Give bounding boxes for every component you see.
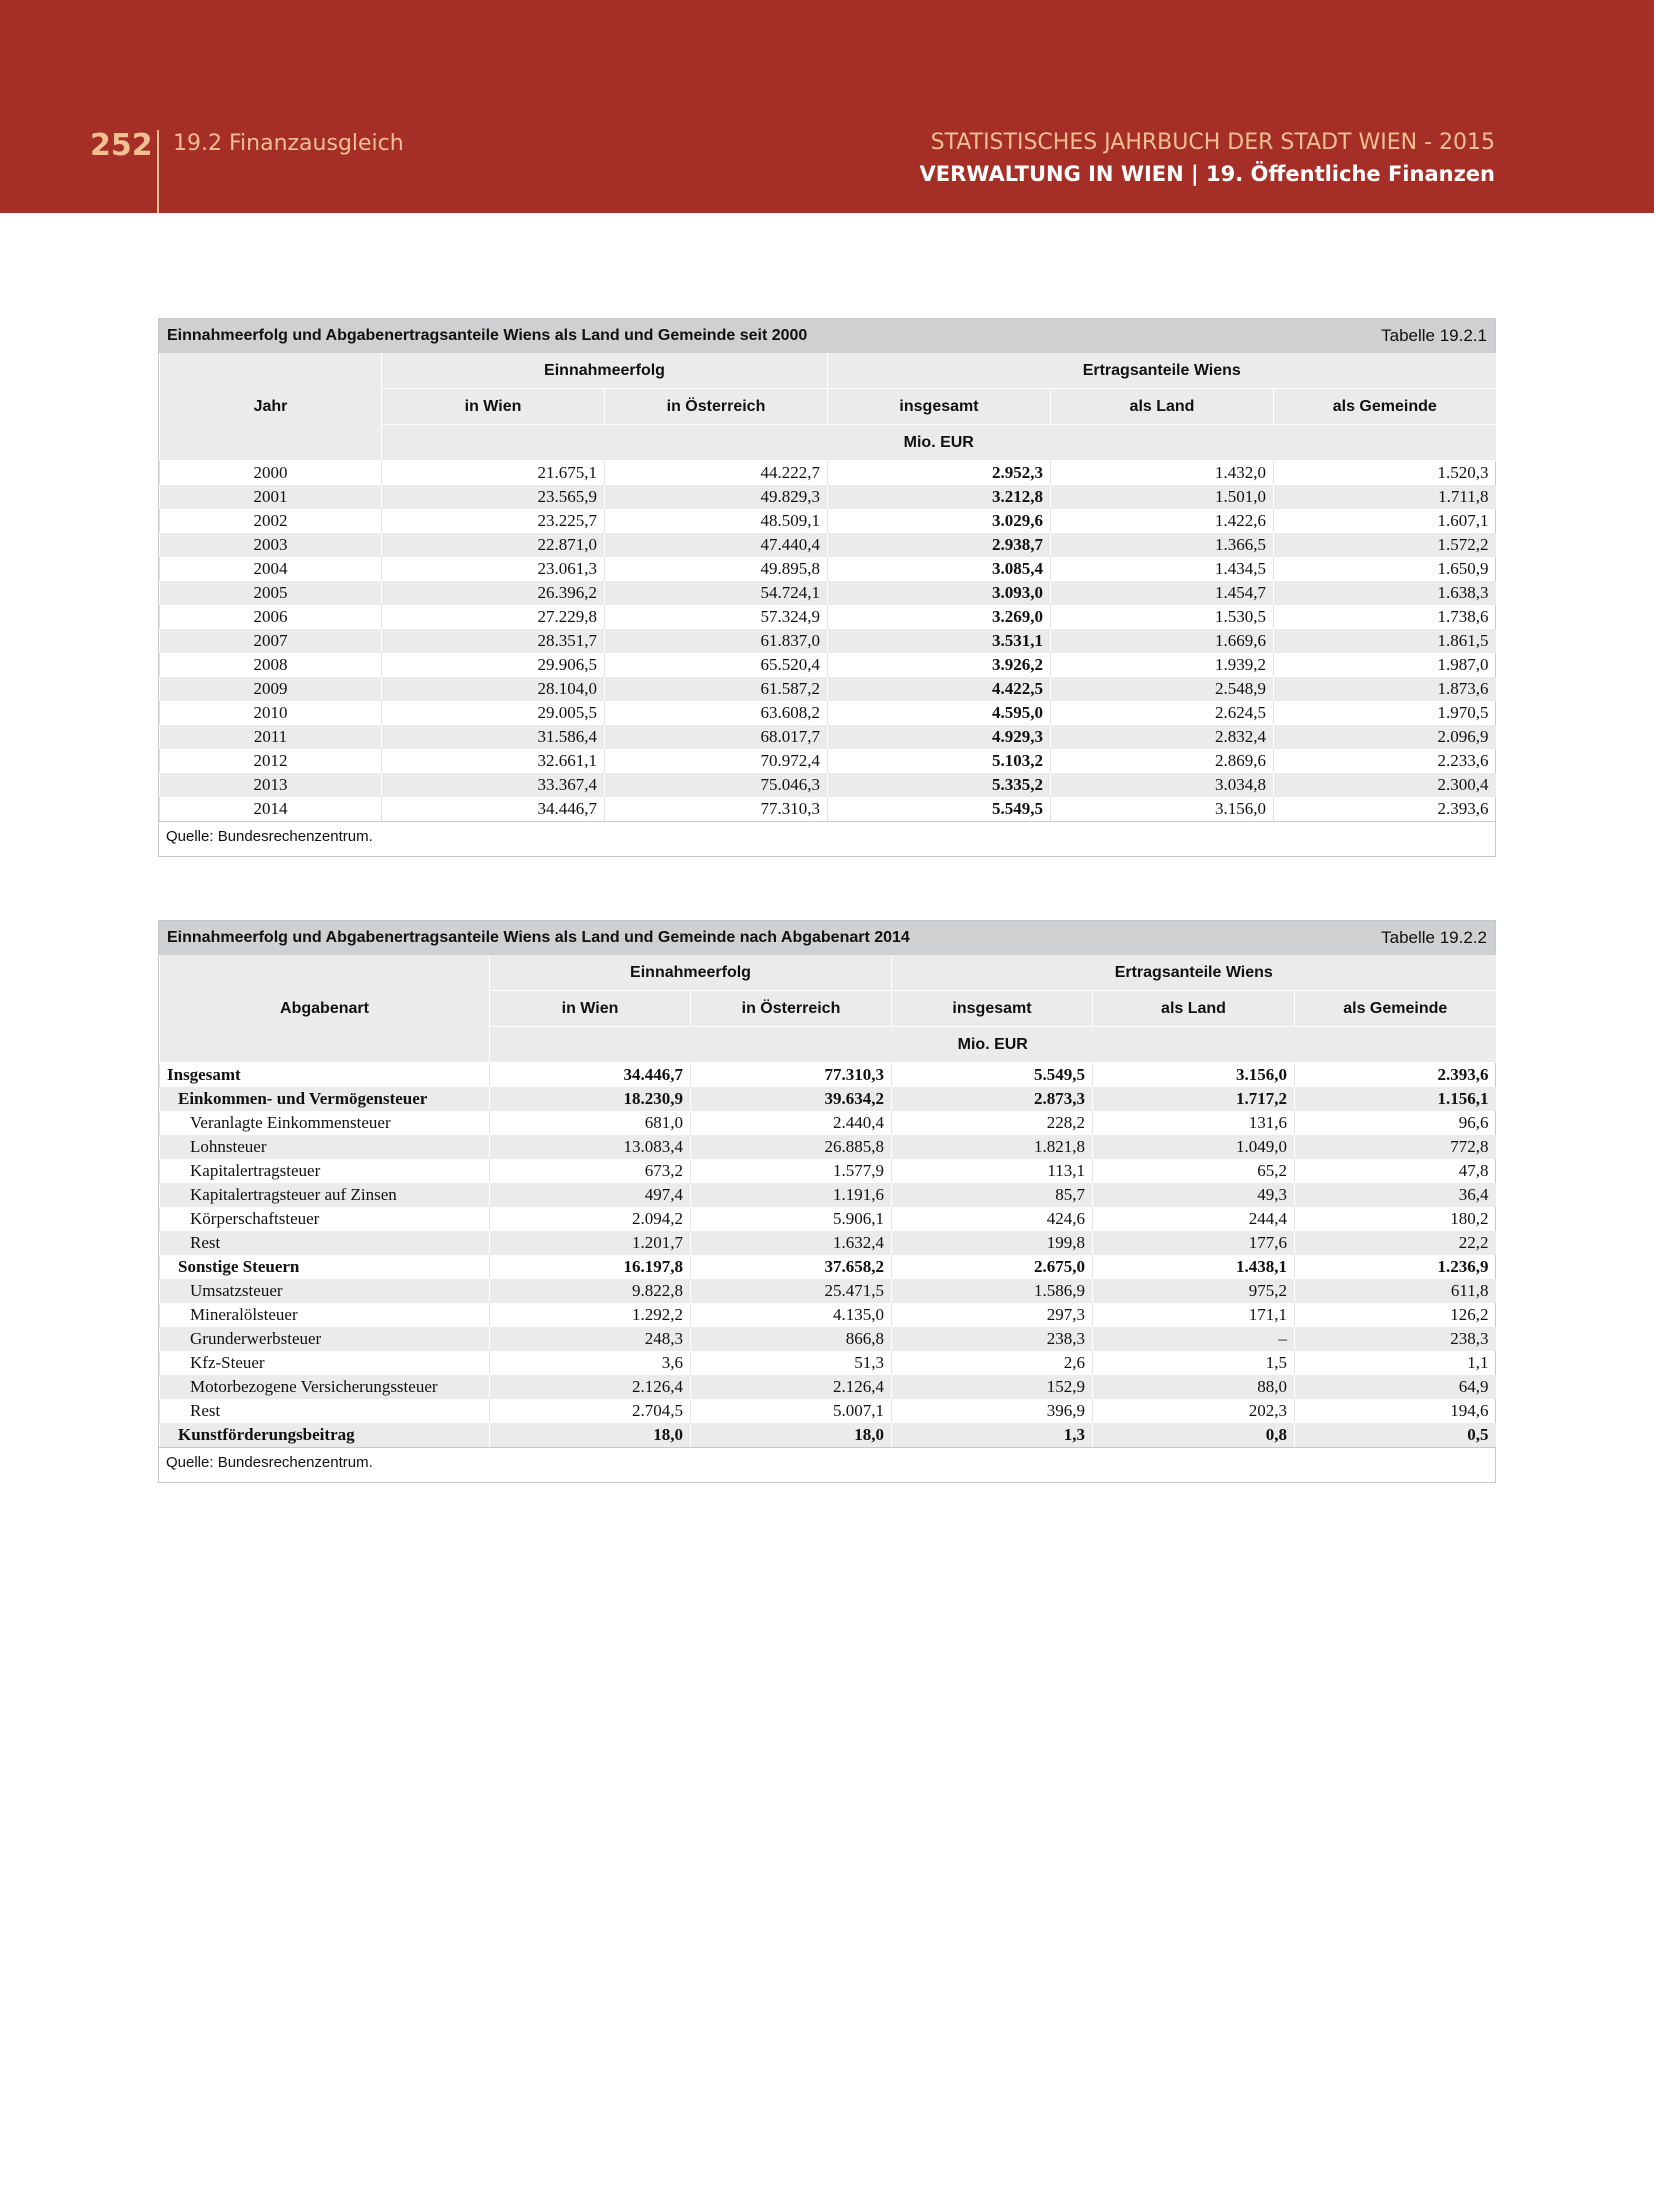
value-cell: 3.085,4 [828, 557, 1051, 581]
value-cell: 681,0 [490, 1111, 691, 1135]
value-cell: 1.738,6 [1274, 605, 1496, 629]
value-cell: 5.906,1 [691, 1207, 892, 1231]
table-row [160, 677, 1496, 701]
group-header-einnahmeerfolg: Einnahmeerfolg [490, 955, 892, 991]
value-cell: 2.624,5 [1051, 701, 1274, 725]
value-cell: 2.126,4 [691, 1375, 892, 1399]
value-cell: 65,2 [1093, 1159, 1295, 1183]
value-cell: 238,3 [892, 1327, 1093, 1351]
value-cell: 3.531,1 [828, 629, 1051, 653]
value-cell: 396,9 [892, 1399, 1093, 1423]
column-header: als Land [1051, 389, 1274, 425]
value-cell: 5.335,2 [828, 773, 1051, 797]
table-row [160, 509, 1496, 533]
column-header-jahr: Jahr [160, 353, 382, 461]
table-row [160, 1135, 1496, 1159]
value-cell: 1.861,5 [1274, 629, 1496, 653]
value-cell: 34.446,7 [490, 1063, 691, 1088]
value-cell: 39.634,2 [691, 1087, 892, 1111]
value-cell: 47,8 [1295, 1159, 1496, 1183]
label-cell: Einkommen- und Vermögensteuer [160, 1087, 490, 1111]
group-header-einnahmeerfolg: Einnahmeerfolg [382, 353, 828, 389]
table-row [160, 1279, 1496, 1303]
table-19-2-1 [158, 318, 1496, 857]
value-cell: 32.661,1 [382, 749, 605, 773]
year-cell: 2001 [160, 485, 382, 509]
value-cell: 1.432,0 [1051, 461, 1274, 486]
label-cell: Sonstige Steuern [160, 1255, 490, 1279]
value-cell: 1.422,6 [1051, 509, 1274, 533]
year-cell: 2010 [160, 701, 382, 725]
table-row [160, 1351, 1496, 1375]
value-cell: 44.222,7 [605, 461, 828, 486]
label-cell: Rest [160, 1231, 490, 1255]
publication-subtitle: VERWALTUNG IN WIEN | 19. Öffentliche Finanzen [919, 162, 1495, 186]
table-row [160, 797, 1496, 821]
value-cell: 28.351,7 [382, 629, 605, 653]
table-number: Tabelle 19.2.2 [1381, 928, 1487, 947]
value-cell: 47.440,4 [605, 533, 828, 557]
value-cell: 1,5 [1093, 1351, 1295, 1375]
value-cell: 1.607,1 [1274, 509, 1496, 533]
value-cell: 2.873,3 [892, 1087, 1093, 1111]
value-cell: 1.520,3 [1274, 461, 1496, 486]
value-cell: 25.471,5 [691, 1279, 892, 1303]
label-cell: Rest [160, 1399, 490, 1423]
year-cell: 2006 [160, 605, 382, 629]
group-header-ertragsanteile: Ertragsanteile Wiens [828, 353, 1496, 389]
value-cell: 194,6 [1295, 1399, 1496, 1423]
value-cell: 2.094,2 [490, 1207, 691, 1231]
table-row [160, 485, 1496, 509]
value-cell: 65.520,4 [605, 653, 828, 677]
year-cell: 2000 [160, 461, 382, 486]
value-cell: 131,6 [1093, 1111, 1295, 1135]
value-cell: 1.292,2 [490, 1303, 691, 1327]
table-row [160, 653, 1496, 677]
label-cell: Insgesamt [160, 1063, 490, 1088]
value-cell: 2.704,5 [490, 1399, 691, 1423]
table-body [160, 461, 1496, 822]
table-row [160, 1423, 1496, 1447]
year-cell: 2013 [160, 773, 382, 797]
value-cell: 1.049,0 [1093, 1135, 1295, 1159]
table-title-bar [159, 921, 1495, 955]
value-cell: 248,3 [490, 1327, 691, 1351]
value-cell: 228,2 [892, 1111, 1093, 1135]
value-cell: 1.873,6 [1274, 677, 1496, 701]
label-cell: Umsatzsteuer [160, 1279, 490, 1303]
value-cell: 27.229,8 [382, 605, 605, 629]
value-cell: 1,3 [892, 1423, 1093, 1447]
table-row [160, 557, 1496, 581]
value-cell: 13.083,4 [490, 1135, 691, 1159]
value-cell: 1.454,7 [1051, 581, 1274, 605]
value-cell: 772,8 [1295, 1135, 1496, 1159]
value-cell: 3.156,0 [1093, 1063, 1295, 1088]
value-cell: 88,0 [1093, 1375, 1295, 1399]
table-title: Einnahmeerfolg und Abgabenertragsanteile Wiens als Land und Gemeinde seit 2000 [167, 327, 808, 344]
value-cell: 4.595,0 [828, 701, 1051, 725]
table-19-2-2 [158, 920, 1496, 1483]
value-cell: 1.717,2 [1093, 1087, 1295, 1111]
value-cell: 34.446,7 [382, 797, 605, 821]
group-header-ertragsanteile: Ertragsanteile Wiens [892, 955, 1496, 991]
value-cell: 244,4 [1093, 1207, 1295, 1231]
value-cell: 1.236,9 [1295, 1255, 1496, 1279]
value-cell: 18.230,9 [490, 1087, 691, 1111]
value-cell: 2.440,4 [691, 1111, 892, 1135]
year-cell: 2007 [160, 629, 382, 653]
value-cell: 1.638,3 [1274, 581, 1496, 605]
value-cell: 77.310,3 [691, 1063, 892, 1088]
value-cell: 1.577,9 [691, 1159, 892, 1183]
value-cell: 4.929,3 [828, 725, 1051, 749]
label-cell: Kunstförderungsbeitrag [160, 1423, 490, 1447]
value-cell: 2.393,6 [1295, 1063, 1496, 1088]
table-number: Tabelle 19.2.1 [1381, 326, 1487, 345]
value-cell: 1.201,7 [490, 1231, 691, 1255]
value-cell: 64,9 [1295, 1375, 1496, 1399]
value-cell: 22,2 [1295, 1231, 1496, 1255]
column-header: in Wien [490, 991, 691, 1027]
column-header: in Wien [382, 389, 605, 425]
data-table [159, 955, 1496, 1447]
unit-header: Mio. EUR [382, 425, 1496, 461]
value-cell: 1.438,1 [1093, 1255, 1295, 1279]
value-cell: 180,2 [1295, 1207, 1496, 1231]
value-cell: 1.156,1 [1295, 1087, 1496, 1111]
value-cell: 1.821,8 [892, 1135, 1093, 1159]
table-title: Einnahmeerfolg und Abgabenertragsanteile Wiens als Land und Gemeinde nach Abgabenart 2014 [167, 929, 910, 946]
value-cell: 29.005,5 [382, 701, 605, 725]
table-title-bar [159, 319, 1495, 353]
value-cell: 18,0 [691, 1423, 892, 1447]
value-cell: 1.970,5 [1274, 701, 1496, 725]
value-cell: 5.549,5 [828, 797, 1051, 821]
value-cell: 3.926,2 [828, 653, 1051, 677]
table-row [160, 1327, 1496, 1351]
value-cell: 26.396,2 [382, 581, 605, 605]
value-cell: 1.434,5 [1051, 557, 1274, 581]
value-cell: 3.093,0 [828, 581, 1051, 605]
table-row [160, 725, 1496, 749]
value-cell: 1.987,0 [1274, 653, 1496, 677]
value-cell: 0,5 [1295, 1423, 1496, 1447]
year-cell: 2005 [160, 581, 382, 605]
value-cell: 36,4 [1295, 1183, 1496, 1207]
value-cell: 2.548,9 [1051, 677, 1274, 701]
label-cell: Lohnsteuer [160, 1135, 490, 1159]
value-cell: 5.549,5 [892, 1063, 1093, 1088]
label-cell: Veranlagte Einkommensteuer [160, 1111, 490, 1135]
value-cell: 113,1 [892, 1159, 1093, 1183]
table-row [160, 629, 1496, 653]
column-header: insgesamt [892, 991, 1093, 1027]
value-cell: 177,6 [1093, 1231, 1295, 1255]
value-cell: 1,1 [1295, 1351, 1496, 1375]
value-cell: 1.501,0 [1051, 485, 1274, 509]
year-cell: 2008 [160, 653, 382, 677]
value-cell: 1.530,5 [1051, 605, 1274, 629]
page-number: 252 [90, 128, 153, 163]
value-cell: 4.422,5 [828, 677, 1051, 701]
value-cell: 3,6 [490, 1351, 691, 1375]
value-cell: 21.675,1 [382, 461, 605, 486]
value-cell: 3.034,8 [1051, 773, 1274, 797]
column-header: in Österreich [691, 991, 892, 1027]
value-cell: 1.669,6 [1051, 629, 1274, 653]
label-cell: Körperschaftsteuer [160, 1207, 490, 1231]
value-cell: 23.061,3 [382, 557, 605, 581]
value-cell: 1.366,5 [1051, 533, 1274, 557]
value-cell: 49.895,8 [605, 557, 828, 581]
label-cell: Kapitalertragsteuer [160, 1159, 490, 1183]
value-cell: 16.197,8 [490, 1255, 691, 1279]
value-cell: 70.972,4 [605, 749, 828, 773]
value-cell: 497,4 [490, 1183, 691, 1207]
value-cell: 63.608,2 [605, 701, 828, 725]
table-row [160, 581, 1496, 605]
table-source: Quelle: Bundesrechenzentrum. [159, 821, 1495, 856]
value-cell: 75.046,3 [605, 773, 828, 797]
value-cell: 1.939,2 [1051, 653, 1274, 677]
value-cell: 171,1 [1093, 1303, 1295, 1327]
value-cell: 23.565,9 [382, 485, 605, 509]
value-cell: 2.233,6 [1274, 749, 1496, 773]
value-cell: 2.126,4 [490, 1375, 691, 1399]
year-cell: 2003 [160, 533, 382, 557]
value-cell: 673,2 [490, 1159, 691, 1183]
value-cell: 31.586,4 [382, 725, 605, 749]
table-row [160, 1303, 1496, 1327]
value-cell: 202,3 [1093, 1399, 1295, 1423]
table-row [160, 1231, 1496, 1255]
value-cell: 152,9 [892, 1375, 1093, 1399]
value-cell: 2.096,9 [1274, 725, 1496, 749]
value-cell: 3.269,0 [828, 605, 1051, 629]
value-cell: 2.938,7 [828, 533, 1051, 557]
value-cell: – [1093, 1327, 1295, 1351]
value-cell: 33.367,4 [382, 773, 605, 797]
value-cell: 3.156,0 [1051, 797, 1274, 821]
value-cell: 23.225,7 [382, 509, 605, 533]
value-cell: 61.837,0 [605, 629, 828, 653]
year-cell: 2002 [160, 509, 382, 533]
value-cell: 68.017,7 [605, 725, 828, 749]
value-cell: 2,6 [892, 1351, 1093, 1375]
value-cell: 975,2 [1093, 1279, 1295, 1303]
value-cell: 1.191,6 [691, 1183, 892, 1207]
value-cell: 57.324,9 [605, 605, 828, 629]
value-cell: 199,8 [892, 1231, 1093, 1255]
value-cell: 85,7 [892, 1183, 1093, 1207]
value-cell: 49,3 [1093, 1183, 1295, 1207]
table-row [160, 1159, 1496, 1183]
value-cell: 37.658,2 [691, 1255, 892, 1279]
label-cell: Grunderwerbsteuer [160, 1327, 490, 1351]
column-header-abgabenart: Abgabenart [160, 955, 490, 1063]
value-cell: 22.871,0 [382, 533, 605, 557]
value-cell: 2.832,4 [1051, 725, 1274, 749]
value-cell: 611,8 [1295, 1279, 1496, 1303]
label-cell: Motorbezogene Versicherungssteuer [160, 1375, 490, 1399]
column-header: als Gemeinde [1274, 389, 1496, 425]
value-cell: 5.007,1 [691, 1399, 892, 1423]
value-cell: 49.829,3 [605, 485, 828, 509]
value-cell: 1.632,4 [691, 1231, 892, 1255]
value-cell: 5.103,2 [828, 749, 1051, 773]
table-row [160, 461, 1496, 486]
table-row [160, 1255, 1496, 1279]
value-cell: 866,8 [691, 1327, 892, 1351]
value-cell: 3.029,6 [828, 509, 1051, 533]
table-row [160, 1207, 1496, 1231]
table-row [160, 701, 1496, 725]
table-row [160, 1183, 1496, 1207]
column-header: in Österreich [605, 389, 828, 425]
unit-header: Mio. EUR [490, 1027, 1496, 1063]
value-cell: 51,3 [691, 1351, 892, 1375]
value-cell: 77.310,3 [605, 797, 828, 821]
column-header: als Land [1093, 991, 1295, 1027]
year-cell: 2012 [160, 749, 382, 773]
header-divider [157, 130, 159, 213]
value-cell: 126,2 [1295, 1303, 1496, 1327]
value-cell: 1.572,2 [1274, 533, 1496, 557]
value-cell: 26.885,8 [691, 1135, 892, 1159]
year-cell: 2009 [160, 677, 382, 701]
label-cell: Kapitalertragsteuer auf Zinsen [160, 1183, 490, 1207]
year-cell: 2014 [160, 797, 382, 821]
table-row [160, 1063, 1496, 1088]
data-table [159, 353, 1496, 821]
value-cell: 1.711,8 [1274, 485, 1496, 509]
table-row [160, 1375, 1496, 1399]
value-cell: 424,6 [892, 1207, 1093, 1231]
table-row [160, 749, 1496, 773]
publication-title: STATISTISCHES JAHRBUCH DER STADT WIEN - 2015 [930, 130, 1495, 155]
year-cell: 2011 [160, 725, 382, 749]
table-body [160, 1063, 1496, 1448]
column-header: insgesamt [828, 389, 1051, 425]
value-cell: 1.586,9 [892, 1279, 1093, 1303]
value-cell: 96,6 [1295, 1111, 1496, 1135]
label-cell: Kfz-Steuer [160, 1351, 490, 1375]
value-cell: 54.724,1 [605, 581, 828, 605]
value-cell: 29.906,5 [382, 653, 605, 677]
value-cell: 61.587,2 [605, 677, 828, 701]
value-cell: 3.212,8 [828, 485, 1051, 509]
year-cell: 2004 [160, 557, 382, 581]
value-cell: 28.104,0 [382, 677, 605, 701]
value-cell: 2.393,6 [1274, 797, 1496, 821]
table-row [160, 1087, 1496, 1111]
value-cell: 2.952,3 [828, 461, 1051, 486]
table-row [160, 1399, 1496, 1423]
value-cell: 0,8 [1093, 1423, 1295, 1447]
label-cell: Mineralölsteuer [160, 1303, 490, 1327]
table-row [160, 773, 1496, 797]
value-cell: 297,3 [892, 1303, 1093, 1327]
page-header [0, 0, 1654, 213]
value-cell: 2.300,4 [1274, 773, 1496, 797]
table-row [160, 1111, 1496, 1135]
table-row [160, 605, 1496, 629]
value-cell: 1.650,9 [1274, 557, 1496, 581]
table-row [160, 533, 1496, 557]
table-source: Quelle: Bundesrechenzentrum. [159, 1447, 1495, 1482]
value-cell: 2.675,0 [892, 1255, 1093, 1279]
value-cell: 238,3 [1295, 1327, 1496, 1351]
column-header: als Gemeinde [1295, 991, 1496, 1027]
value-cell: 48.509,1 [605, 509, 828, 533]
value-cell: 9.822,8 [490, 1279, 691, 1303]
value-cell: 18,0 [490, 1423, 691, 1447]
value-cell: 2.869,6 [1051, 749, 1274, 773]
section-label: 19.2 Finanzausgleich [173, 131, 404, 156]
value-cell: 4.135,0 [691, 1303, 892, 1327]
